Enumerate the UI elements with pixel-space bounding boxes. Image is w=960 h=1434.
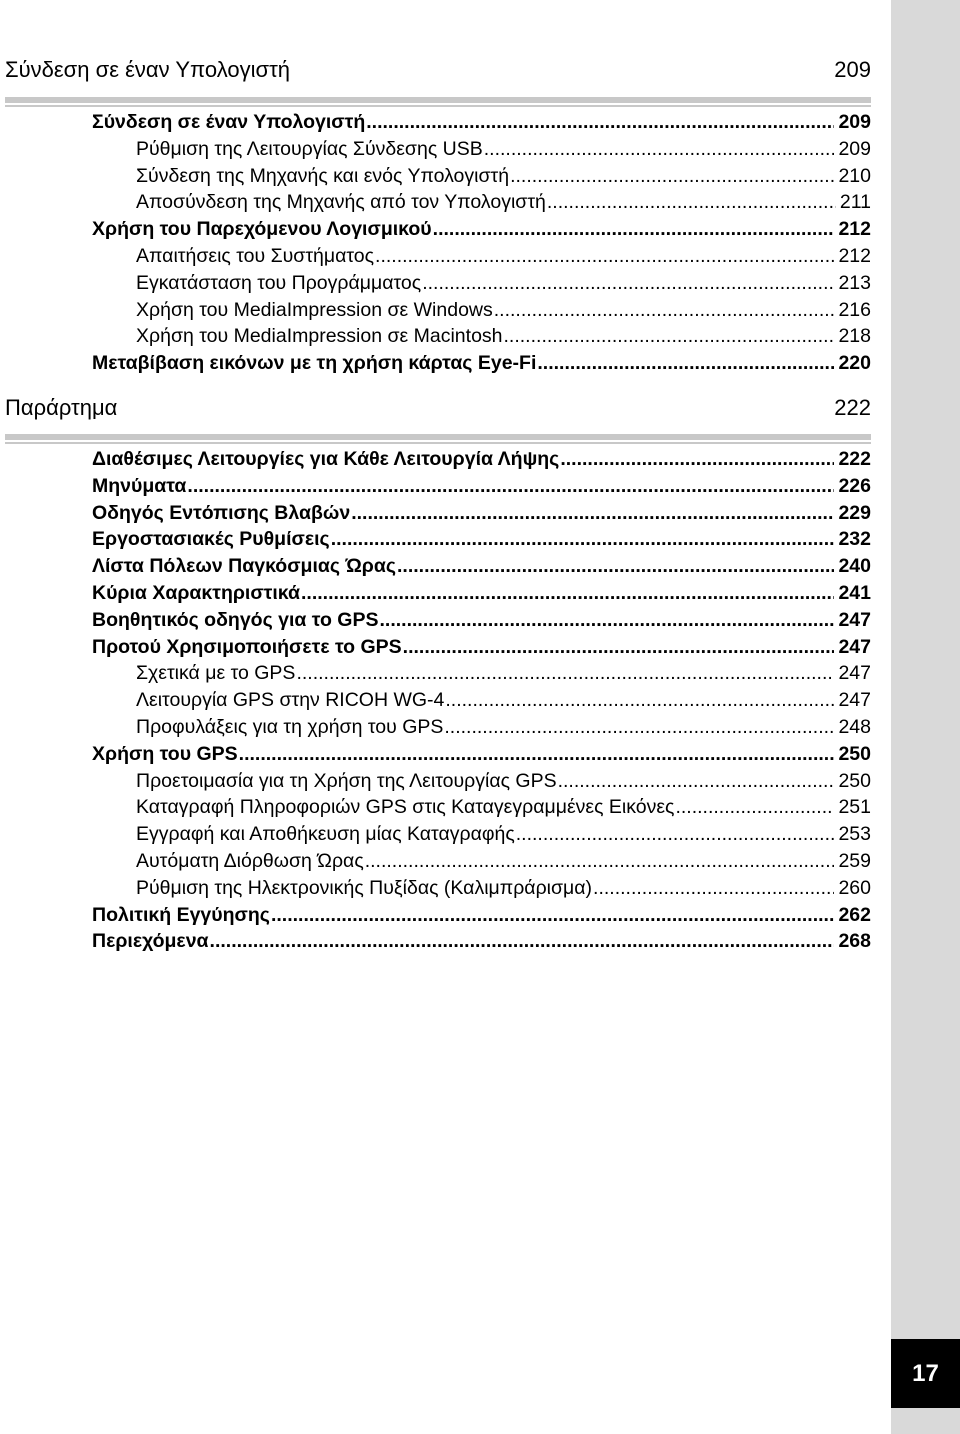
dot-leader xyxy=(209,928,835,955)
section-page: 222 xyxy=(834,395,871,420)
toc-entry-label: Μεταβίβαση εικόνων με τη χρήση κάρτας Eye-Fi xyxy=(92,352,537,375)
toc-entry[interactable] xyxy=(0,928,871,955)
toc-entry-label: Σχετικά με το GPS xyxy=(136,662,296,685)
toc-entry-label: Χρήση του MediaImpression σε Windows xyxy=(136,298,493,321)
dot-leader xyxy=(493,297,835,324)
section-rule xyxy=(5,97,871,103)
toc-entry[interactable] xyxy=(0,243,871,270)
section-title: Σύνδεση σε έναν Υπολογιστή xyxy=(5,57,291,82)
dot-leader xyxy=(402,634,835,661)
toc-entry-page: 260 xyxy=(838,876,871,899)
dot-leader xyxy=(364,848,835,875)
toc-entry[interactable] xyxy=(0,189,871,216)
dot-leader xyxy=(557,768,835,795)
toc-entry-page: 210 xyxy=(838,164,871,187)
dot-leader xyxy=(546,189,836,216)
dot-leader xyxy=(559,446,834,473)
toc-entry[interactable] xyxy=(0,136,871,163)
toc-entry-label: Μηνύματα xyxy=(92,474,187,497)
toc-entry[interactable] xyxy=(0,500,871,527)
page-number-badge: 17 xyxy=(891,1339,960,1408)
toc-entry-page: 209 xyxy=(838,137,871,160)
toc-entry[interactable] xyxy=(0,902,871,929)
toc-entry-label: Λειτουργία GPS στην RICOH WG-4 xyxy=(136,689,445,712)
toc-entry-page: 226 xyxy=(838,474,871,497)
section-header xyxy=(5,55,871,85)
toc-entry[interactable] xyxy=(0,848,871,875)
dot-leader xyxy=(396,553,834,580)
toc-entry-label: Σύνδεση της Μηχανής και ενός Υπολογιστή xyxy=(136,164,510,187)
dot-leader xyxy=(300,580,834,607)
toc-entry-label: Προετοιμασία για τη Χρήση της Λειτουργίας GPS xyxy=(136,769,557,792)
toc-entry[interactable] xyxy=(0,446,871,473)
toc-entry[interactable] xyxy=(0,741,871,768)
toc-entry-page: 268 xyxy=(838,930,871,953)
toc-entry-label: Διαθέσιμες Λειτουργίες για Κάθε Λειτουργία Λήψης xyxy=(92,448,560,470)
toc-entry-label: Καταγραφή Πληροφοριών GPS στις Καταγεγραμμένες Εικόνες xyxy=(136,796,675,819)
toc-entry[interactable] xyxy=(0,350,871,377)
toc-entry-page: 241 xyxy=(838,581,871,604)
dot-leader xyxy=(378,607,834,634)
toc-entry-page: 211 xyxy=(839,191,871,214)
dot-leader xyxy=(365,109,834,136)
toc-entry-page: 247 xyxy=(838,635,871,658)
toc-entry-label: Πολιτική Εγγύησης xyxy=(92,903,270,926)
toc-entry-label: Εγγραφή και Αποθήκευση μίας Καταγραφής xyxy=(136,823,515,846)
toc-entry[interactable] xyxy=(0,607,871,634)
toc-entry[interactable] xyxy=(0,297,871,324)
toc-entry-page: 247 xyxy=(838,689,871,712)
dot-leader xyxy=(432,216,835,243)
dot-leader xyxy=(421,270,834,297)
toc-entry-label: Βοηθητικός οδηγός για το GPS xyxy=(92,608,379,631)
toc-entry-label: Εργοστασιακές Ρυθμίσεις xyxy=(92,528,330,551)
toc-entry[interactable] xyxy=(0,580,871,607)
toc-entry-page: 216 xyxy=(838,298,871,321)
dot-leader xyxy=(503,323,835,350)
dot-leader xyxy=(270,902,835,929)
toc-entry-label: Οδηγός Εντόπισης Βλαβών xyxy=(92,501,351,524)
toc-entry-label: Χρήση του Παρεχόμενου Λογισμικού xyxy=(92,218,432,241)
toc-entry[interactable] xyxy=(0,109,871,136)
toc-entry-label: Ρύθμιση της Ηλεκτρονικής Πυξίδας (Καλιμπράρισμα) xyxy=(136,876,593,899)
toc-entry-label: Χρήση του MediaImpression σε Macintosh xyxy=(136,325,503,348)
toc-entry-page: 229 xyxy=(838,501,871,524)
toc-entry-page: 253 xyxy=(838,823,871,846)
toc-entry[interactable] xyxy=(0,526,871,553)
section-title: Παράρτημα xyxy=(5,395,118,420)
toc-list xyxy=(0,446,871,955)
dot-leader xyxy=(186,473,834,500)
toc-entry-label: Χρήση του GPS xyxy=(92,742,238,765)
toc-entry-page: 262 xyxy=(838,903,871,926)
toc-entry-page: 218 xyxy=(838,325,871,348)
toc-entry[interactable] xyxy=(0,553,871,580)
toc-entry[interactable] xyxy=(0,875,871,902)
toc-entry-label: Αυτόματη Διόρθωση Ώρας xyxy=(136,849,364,872)
dot-leader xyxy=(592,875,834,902)
toc-entry[interactable] xyxy=(0,821,871,848)
dot-leader xyxy=(444,687,834,714)
toc-entry[interactable] xyxy=(0,216,871,243)
toc-entry-page: 250 xyxy=(838,769,871,792)
section-header xyxy=(5,393,871,423)
toc-entry-page: 213 xyxy=(838,271,871,294)
dot-leader xyxy=(350,500,834,527)
dot-leader xyxy=(515,821,835,848)
toc-entry-label: Προφυλάξεις για τη χρήση του GPS xyxy=(136,715,444,738)
dot-leader xyxy=(483,136,835,163)
toc-entry-label: Προτού Χρησιμοποιήσετε το GPS xyxy=(92,635,402,658)
dot-leader xyxy=(295,660,834,687)
toc-list xyxy=(0,109,871,377)
toc-entry-label: Περιεχόμενα xyxy=(92,930,209,953)
section-rule xyxy=(5,434,871,440)
dot-leader xyxy=(674,794,834,821)
toc-entry-label: Εγκατάσταση του Προγράμματος xyxy=(136,271,422,294)
toc-entry[interactable] xyxy=(0,687,871,714)
toc-entry-label: Απαιτήσεις του Συστήματος xyxy=(136,244,375,267)
toc-entry-label: Λίστα Πόλεων Παγκόσμιας Ώρας xyxy=(92,555,396,578)
toc-entry-page: 232 xyxy=(838,528,871,551)
dot-leader xyxy=(330,526,835,553)
dot-leader xyxy=(374,243,834,270)
toc-entry-page: 212 xyxy=(838,244,871,267)
toc-entry-label: Αποσύνδεση της Μηχανής από τον Υπολογιστή xyxy=(136,191,546,214)
toc-entry[interactable] xyxy=(0,473,871,500)
toc-entry[interactable] xyxy=(0,323,871,350)
toc-entry-page: 240 xyxy=(838,555,871,578)
toc-entry-page: 209 xyxy=(838,111,871,133)
dot-leader xyxy=(509,163,834,190)
toc-entry-page: 247 xyxy=(838,662,871,685)
toc-entry[interactable] xyxy=(0,794,871,821)
toc-entry-page: 250 xyxy=(838,742,871,765)
toc-entry-label: Σύνδεση σε έναν Υπολογιστή xyxy=(92,111,366,133)
toc-entry-page: 247 xyxy=(838,608,871,631)
toc-entry[interactable] xyxy=(0,660,871,687)
toc-entry-label: Ρύθμιση της Λειτουργίας Σύνδεσης USB xyxy=(136,137,483,160)
dot-leader xyxy=(536,350,834,377)
dot-leader xyxy=(238,741,835,768)
toc-entry[interactable] xyxy=(0,163,871,190)
toc-entry[interactable] xyxy=(0,768,871,795)
toc-entry-page: 248 xyxy=(838,715,871,738)
section-page: 209 xyxy=(834,57,871,82)
toc-entry-page: 212 xyxy=(838,218,871,241)
toc-entry[interactable] xyxy=(0,634,871,661)
dot-leader xyxy=(443,714,834,741)
toc-entry[interactable] xyxy=(0,714,871,741)
toc-entry-page: 251 xyxy=(838,796,871,819)
toc-entry-page: 220 xyxy=(838,352,871,375)
toc-entry-label: Κύρια Χαρακτηριστικά xyxy=(92,581,301,604)
side-thumb-band xyxy=(891,0,960,1434)
toc-entry[interactable] xyxy=(0,270,871,297)
toc-entry-page: 222 xyxy=(838,448,871,470)
toc-entry-page: 259 xyxy=(838,849,871,872)
